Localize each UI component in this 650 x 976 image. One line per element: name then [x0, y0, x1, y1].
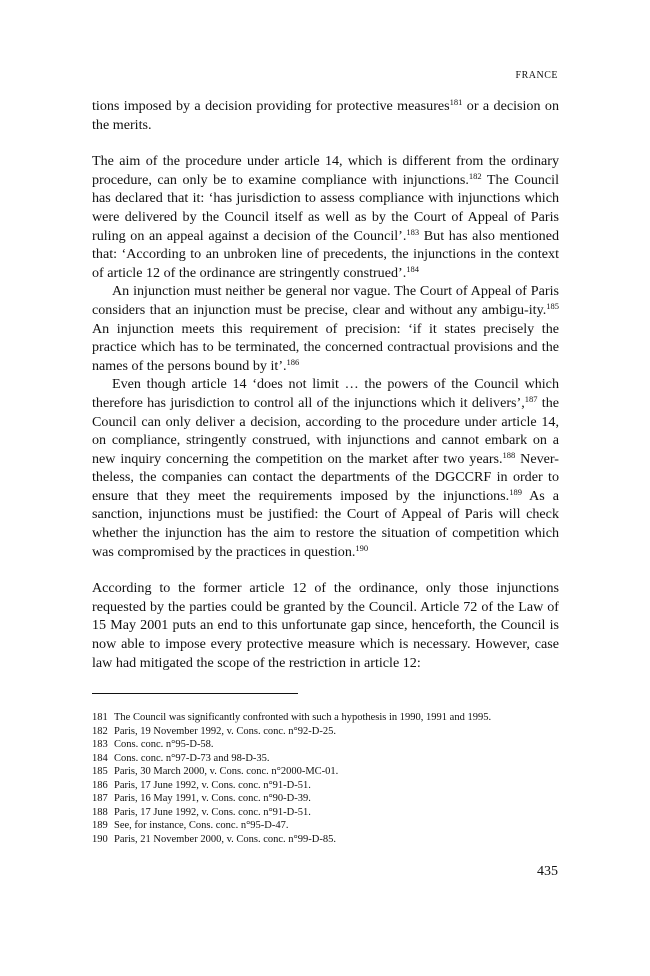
- footnote-reference[interactable]: 184: [406, 263, 419, 274]
- footnote-reference[interactable]: 183: [406, 226, 420, 237]
- paragraph-text: An injunction meets this requirement of precision: ‘if it states precisely the practice which has to be terminated, the concerned contractual provisions and the names of the persons bound by it’.: [92, 320, 559, 374]
- footnote-text: Paris, 17 June 1992, v. Cons. conc. n°91-D-51.: [114, 806, 311, 818]
- body-paragraph: [92, 152, 559, 282]
- body-paragraph: [92, 97, 559, 134]
- footnote-text: Paris, 17 June 1992, v. Cons. conc. n°91-D-51.: [114, 779, 311, 791]
- footnote-text: See, for instance, Cons. conc. n°95-D-47.: [114, 820, 289, 831]
- footnote-number: 182: [92, 725, 108, 737]
- footnote-number: 183: [92, 739, 108, 750]
- footnote-item: [92, 725, 559, 739]
- footnote-item: [92, 792, 559, 806]
- paragraph-text: An injunction must neither be general nor vague. The Court of Appeal of Paris considers that an injunction must be precise, clear and without any ambigu-ity.: [92, 283, 559, 318]
- footnote-reference[interactable]: 182: [468, 170, 482, 181]
- page-number: 435: [537, 864, 558, 879]
- body-paragraph: [92, 375, 559, 561]
- footnote-item: [92, 806, 559, 820]
- footnote-text: Cons. conc. n°95-D-58.: [114, 739, 214, 750]
- footnote-reference[interactable]: 181: [449, 97, 463, 107]
- footnote-text: Cons. conc. n°97-D-73 and 98-D-35.: [114, 752, 270, 764]
- footnote-item: [92, 711, 559, 725]
- body-paragraph: [92, 579, 559, 672]
- paragraph-text: The Council has declared that it: ‘has jurisdiction to assess compliance with injunctions which were delivered by the Council itself as well as by the Court of Appeal of Paris ruling on an appeal against a decision of the Council’.: [92, 171, 560, 244]
- body-text: [92, 97, 559, 672]
- footnote-reference[interactable]: 187: [524, 393, 538, 404]
- footnote-text: The Council was significantly confronted with such a hypothesis in 1990, 1991 and 1995.: [114, 712, 492, 723]
- body-paragraph: [92, 282, 559, 375]
- paragraph-text: or a decision on the merits.: [92, 98, 560, 133]
- paragraph-text: Even though article 14 ‘does not limit … the powers of the Council which therefore has jurisdiction to control all of the injunctions which it delivers’,: [92, 376, 559, 411]
- footnote-text: Paris, 19 November 1992, v. Cons. conc. n°92-D-25.: [114, 725, 336, 737]
- footnote-text: Paris, 16 May 1991, v. Cons. conc. n°90-D-39.: [114, 793, 311, 804]
- footnote-text: Paris, 30 March 2000, v. Cons. conc. n°2000-MC-01.: [114, 766, 339, 777]
- paragraph-text: Never-theless, the companies can contact the departments of the DGCCRF in order to ensure that they meet the requirements imposed by the injunctions.: [92, 450, 559, 504]
- footnote-number: 189: [92, 820, 108, 831]
- footnote-reference[interactable]: 189: [509, 486, 522, 497]
- footnotes-list: [92, 711, 559, 846]
- footnote-reference[interactable]: 186: [286, 356, 300, 367]
- footnote-reference[interactable]: 185: [546, 300, 559, 311]
- paragraph-text: The aim of the procedure under article 14, which is different from the ordinary procedure, can only be to examine compliance with injunctions.: [92, 153, 559, 188]
- paragraph-text: According to the former article 12 of the ordinance, only those injunctions requested by the parties could be granted by the Council. Article 72 of the Law of 15 May 2001 puts an end to this unfortunate gap since, henceforth, the Council is now able to impose every protective measure which is necessary. However, case law had mitigated the scope of the restriction in article 12:: [92, 580, 559, 671]
- footnote-number: 190: [92, 833, 108, 845]
- footnote-item: [92, 752, 559, 766]
- footnote-number: 187: [92, 793, 108, 804]
- footnote-number: 186: [92, 779, 108, 791]
- footnote-item: [92, 738, 559, 752]
- footnote-divider: [92, 693, 298, 694]
- paragraph-text: But has also mentioned that: ‘According to an unbroken line of precedents, the injunctions in the context of article 12 of the ordinance are stringently construed’.: [92, 227, 559, 281]
- footnote-reference[interactable]: 190: [355, 542, 369, 553]
- footnote-number: 181: [92, 712, 108, 723]
- footnote-item: [92, 765, 559, 779]
- paragraph-text: As a sanction, injunctions must be justified: the Court of Appeal of Paris will check whether the injunction has the aim to restore the situation of competition which was compromised by the practices in question.: [92, 487, 560, 560]
- footnote-item: [92, 819, 559, 833]
- footnote-number: 188: [92, 806, 108, 818]
- footnote-item: [92, 833, 559, 847]
- paragraph-text: tions imposed by a decision providing for protective measures: [92, 98, 450, 114]
- running-head: FRANCE: [515, 70, 558, 81]
- footnote-number: 185: [92, 766, 108, 777]
- footnote-text: Paris, 21 November 2000, v. Cons. conc. n°99-D-85.: [114, 833, 336, 845]
- footnote-item: [92, 779, 559, 793]
- paragraph-text: the Council can only deliver a decision, according to the procedure under article 14, on compliance, stringently construed, with injunctions and cannot embark on a new inquiry concerning the competition on the market after two years.: [92, 394, 559, 467]
- footnote-number: 184: [92, 752, 108, 764]
- footnote-reference[interactable]: 188: [502, 449, 516, 460]
